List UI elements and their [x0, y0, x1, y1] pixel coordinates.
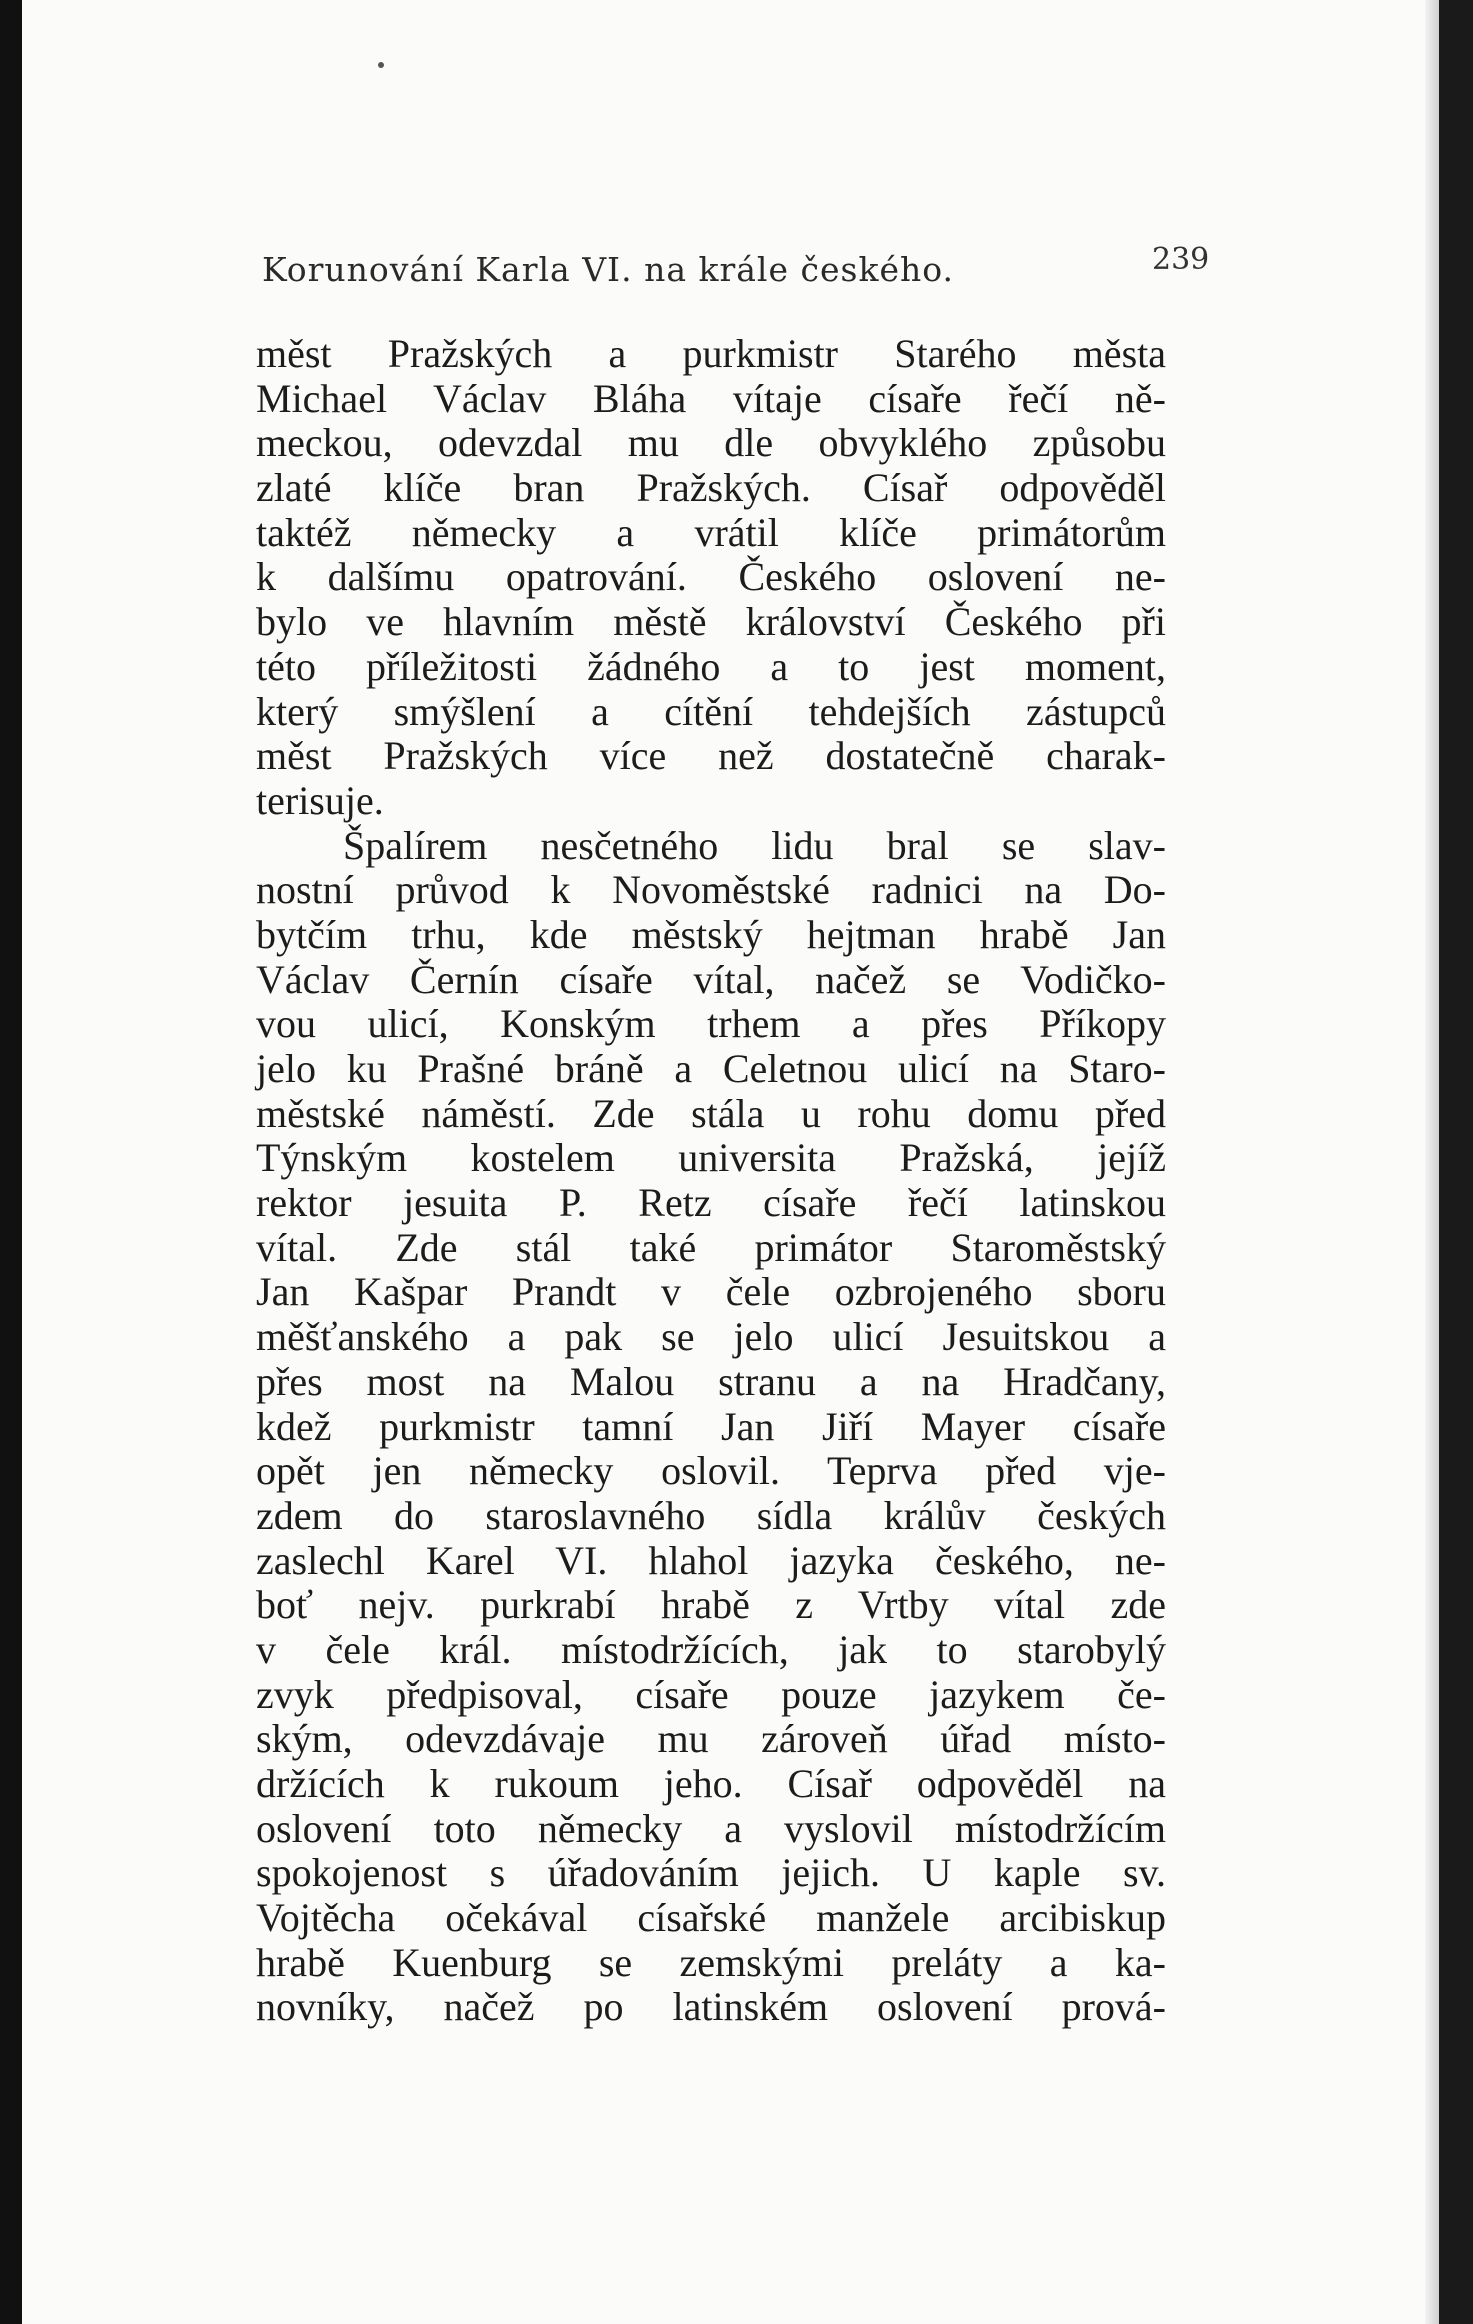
- page-number: 239: [1152, 242, 1210, 277]
- text-line: bytčím trhu, kde městský hejtman hrabě Jan: [256, 911, 1166, 957]
- text-line: rektor jesuita P. Retz císaře řečí latinskou: [256, 1180, 1166, 1226]
- text-line: Vojtěcha očekával císařské manžele arcibiskup: [256, 1895, 1166, 1941]
- text-line: zvyk předpisoval, císaře pouze jazykem če-: [256, 1671, 1166, 1717]
- text-line: meckou, odevzdal mu dle obvyklého způsobu: [256, 420, 1166, 466]
- running-title: Korunování Karla VI. na krále českého.: [262, 250, 955, 289]
- text-line: nostní průvod k Novoměstské radnici na Do-: [256, 867, 1166, 913]
- text-line: hrabě Kuenburg se zemskými preláty a ka-: [256, 1939, 1166, 1985]
- text-line: zaslechl Karel VI. hlahol jazyka českého, ne-: [256, 1537, 1166, 1583]
- text-line: oslovení toto německy a vyslovil místodržícím: [256, 1805, 1166, 1851]
- text-line: spokojenost s úřadováním jejich. U kaple sv.: [256, 1850, 1166, 1896]
- text-line: držících k rukoum jeho. Císař odpověděl na: [256, 1761, 1166, 1806]
- text-line: této příležitosti žádného a to jest moment,: [256, 643, 1166, 689]
- text-line: přes most na Malou stranu a na Hradčany,: [256, 1358, 1166, 1404]
- text-line: vítal. Zde stál také primátor Staroměstský: [256, 1224, 1166, 1270]
- text-line: Špalírem nesčetného lidu bral se slav-: [343, 822, 1166, 868]
- text-line: v čele král. místodržících, jak to starobylý: [256, 1626, 1166, 1672]
- text-line: měst Pražských více než dostatečně charak-: [256, 733, 1166, 779]
- text-line: Václav Černín císaře vítal, načež se Vodičko-: [256, 956, 1166, 1002]
- text-line: jelo ku Prašné bráně a Celetnou ulicí na Staro-: [256, 1046, 1166, 1091]
- text-line: k dalšímu opatrování. Českého oslovení ne-: [256, 554, 1166, 600]
- text-line: Jan Kašpar Prandt v čele ozbrojeného sboru: [256, 1269, 1166, 1315]
- scan-left-edge: [0, 0, 22, 2324]
- text-line: taktéž německy a vrátil klíče primátorům: [256, 509, 1166, 555]
- body-text: [256, 332, 1166, 2030]
- text-line: který smýšlení a cítění tehdejších zástupců: [256, 688, 1166, 734]
- text-line: ským, odevzdávaje mu zároveň úřad místo-: [256, 1716, 1166, 1762]
- text-line: kdež purkmistr tamní Jan Jiří Mayer císaře: [256, 1403, 1166, 1449]
- text-line: zdem do staroslavného sídla králův českých: [256, 1492, 1166, 1538]
- text-line: Týnským kostelem universita Pražská, jejíž: [256, 1135, 1166, 1181]
- text-line: novníky, načež po latinském oslovení prová-: [256, 1984, 1166, 2030]
- page-header: [262, 242, 1210, 300]
- text-line: měst Pražských a purkmistr Starého města: [256, 331, 1166, 376]
- text-line: Michael Václav Bláha vítaje císaře řečí ně-: [256, 375, 1166, 421]
- page-edge-shadow: [1425, 0, 1439, 2324]
- text-line: městské náměstí. Zde stála u rohu domu před: [256, 1090, 1166, 1136]
- text-line: zlaté klíče bran Pražských. Císař odpověděl: [256, 465, 1166, 511]
- text-line: bylo ve hlavním městě království Českého při: [256, 599, 1166, 645]
- text-line: terisuje.: [256, 777, 384, 823]
- text-line: vou ulicí, Konským trhem a přes Příkopy: [256, 1001, 1166, 1047]
- text-line: boť nejv. purkrabí hrabě z Vrtby vítal zde: [256, 1582, 1166, 1628]
- scan-right-edge: [1439, 0, 1473, 2324]
- print-speck: [378, 62, 384, 68]
- text-line: opět jen německy oslovil. Teprva před vje-: [256, 1448, 1166, 1494]
- text-line: měšťanského a pak se jelo ulicí Jesuitskou a: [256, 1314, 1166, 1360]
